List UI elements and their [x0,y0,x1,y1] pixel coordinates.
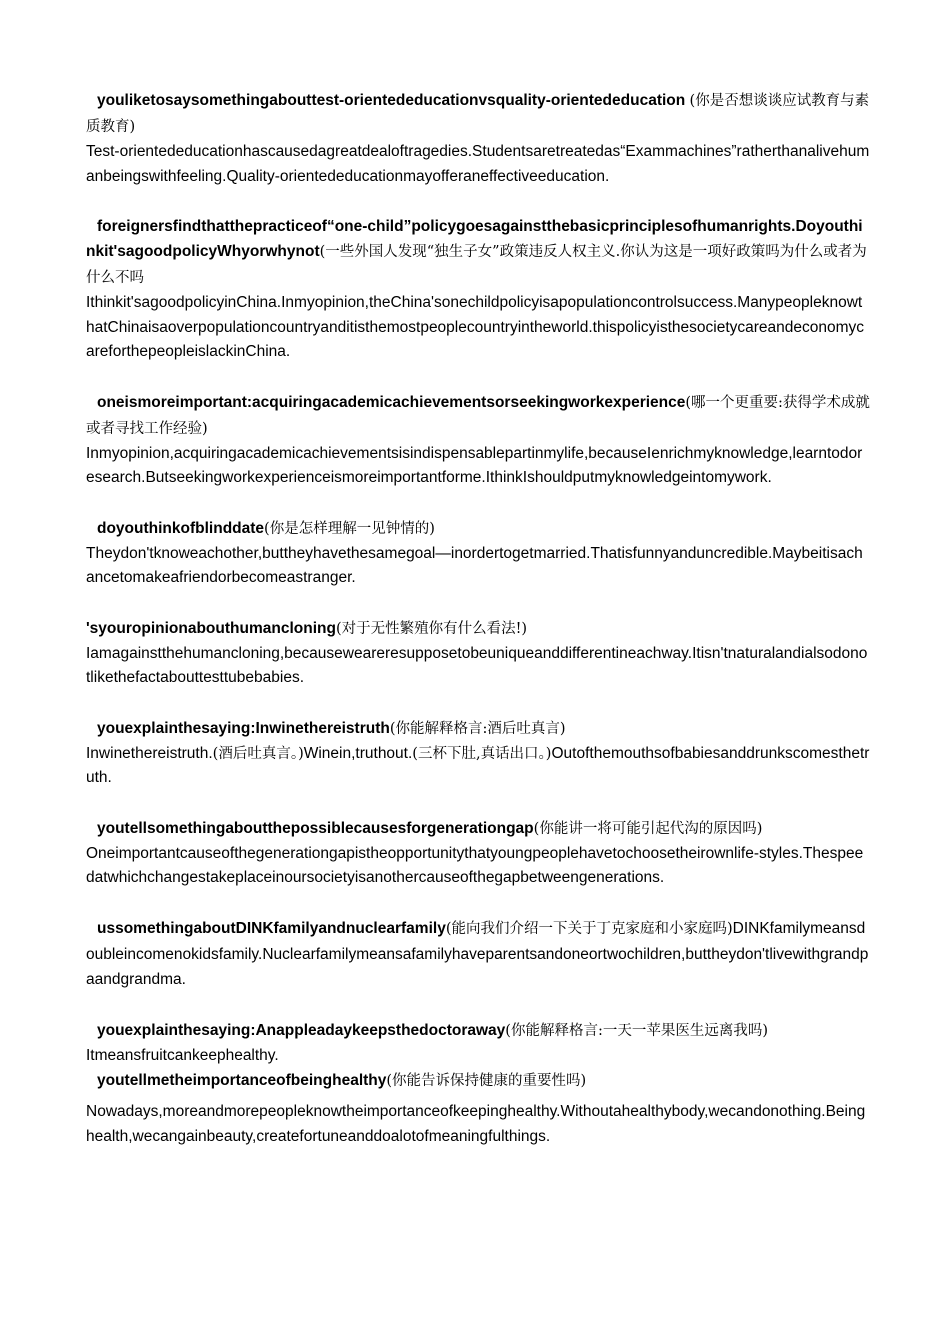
question-text: youtellmetheimportanceofbeinghealthy [97,1072,387,1089]
question-text: foreignersfindthatthepracticeof“one-child”policygoesagainstthebasicprinciplesofhumanrights.Doyouthinkit'sagoodpolicyWhyorwhynot [86,218,863,260]
question-translation: (你能讲一将可能引起代沟的原因吗) [533,820,763,837]
document-page [86,88,870,1149]
question-translation: (能向我们介绍一下关于丁克家庭和小家庭吗) [445,920,733,937]
question-translation: (你能解释格言:一天一苹果医生远离我吗) [505,1022,768,1039]
answer-3: Inmyopinion,acquiringacademicachievementsisindispensablepartinmylife,becauseIenrichmyknowledge,learntodoresearch.Butseekingworkexperienceismoreimportantforme.IthinkIshouldputmyknowledgeintomywork. [86,444,863,486]
answer-4: Theydon'tknoweachother,buttheyhavethesamegoal—inordertogetmarried.Thatisfunnyanduncredible.Maybeitisachancetomakeafriendorbecomeastranger. [86,544,863,586]
answer-part-translation: (三杯下肚,真话出口。) [412,745,552,762]
question-5 [86,616,870,642]
question-text: oneismoreimportant:acquiringacademicachievementsorseekingworkexperience [97,393,686,411]
question-translation: (你是否想谈谈应试教育与素质教育) [86,93,870,135]
question-text: youexplainthesaying:Inwinethereistruth [97,719,390,737]
question-1 [86,88,870,140]
question-translation: (对于无性繁殖你有什么看法!) [335,620,528,637]
question-translation: (你能告诉保持健康的重要性吗) [386,1073,587,1089]
question-translation: (你是怎样理解一见钟情的) [264,520,435,537]
question-translation: (哪一个更重要:获得学术成就或者寻找工作经验) [86,394,870,437]
answer-6 [86,742,870,791]
answer-1: Test-orientededucationhascausedagreatdealoftragedies.Studentsaretreatedas“Exammachines”ratherthanalivehumanbeingswithfeeling.Quality-orientededucationmayofferaneffectiveeducation. [86,143,870,185]
question-text: youliketosaysomethingabouttest-orientededucationvsquality-orientededucation [97,92,690,109]
answer-9: Itmeansfruitcankeephealthy. [86,1046,279,1064]
answer-part-translation: (酒后吐真言。) [212,745,304,762]
question-3 [86,390,870,442]
answer-part: Inwinethereistruth. [86,744,213,762]
question-9 [86,1018,870,1044]
question-2 [86,214,870,291]
question-text: doyouthinkofblinddate [97,519,265,537]
question-4 [86,516,870,542]
question-text: youexplainthesaying:Anappleadaykeepsthedoctoraway [97,1021,506,1039]
question-6 [86,716,870,742]
question-8 [86,916,870,993]
answer-2: Ithinkit'sagoodpolicyinChina.Inmyopinion,theChina'sonechildpolicyisapopulationcontrolsuccess.ManypeopleknowthatChinaisaoverpopulationcountryanditisthemostpeoplecountryintheworld.thispolicyisthesocietycareandeconomycareforthepeopleislackinChina. [86,294,865,360]
question-text: youtellsomethingaboutthepossiblecausesforgenerationgap [97,819,534,837]
answer-10: Nowadays,moreandmorepeopleknowtheimportanceofkeepinghealthy.Withoutahealthybody,wecandonothing.Beinghealth,wecangainbeauty,createfortuneanddoalotofmeaningfulthings. [86,1103,866,1145]
question-translation: (一些外国人发现“独生子女”政策违反人权主义.你认为这是一项好政策吗为什么或者为什么不吗 [86,244,867,286]
answer-7: Oneimportantcauseofthegenerationgapistheopportunitythatyoungpeoplehavetochoosetheirownlife-styles.Thespeedatwhichchangestakeplaceinoursocietyisanothercauseofthegapbetweengenerations. [86,844,864,886]
answer-8: DINKfamilymeansdoubleincomenokidsfamily.Nuclearfamilymeansafamilyhaveparentsandoneortwochildren,buttheydon'tlivewithgrandpaandgrandma. [86,919,869,988]
question-text: 'syouropinionabouthumancloning [86,619,336,637]
question-7 [86,816,870,842]
answer-part: Outofthemouthsofbabiesanddrunkscomesthetruth. [86,744,870,786]
answer-part: Winein,truthout. [303,744,413,762]
answer-5: Iamagainstthehumancloning,becauseweareresupposetobeuniqueanddifferentineachway.Itisn'tnaturalandialsodonotlikethefactabouttesttubebabies. [86,644,868,686]
question-text: ussomethingaboutDINKfamilyandnuclearfamily [97,919,446,937]
question-10 [86,1068,870,1094]
question-translation: (你能解释格言:酒后吐真言) [389,720,566,737]
